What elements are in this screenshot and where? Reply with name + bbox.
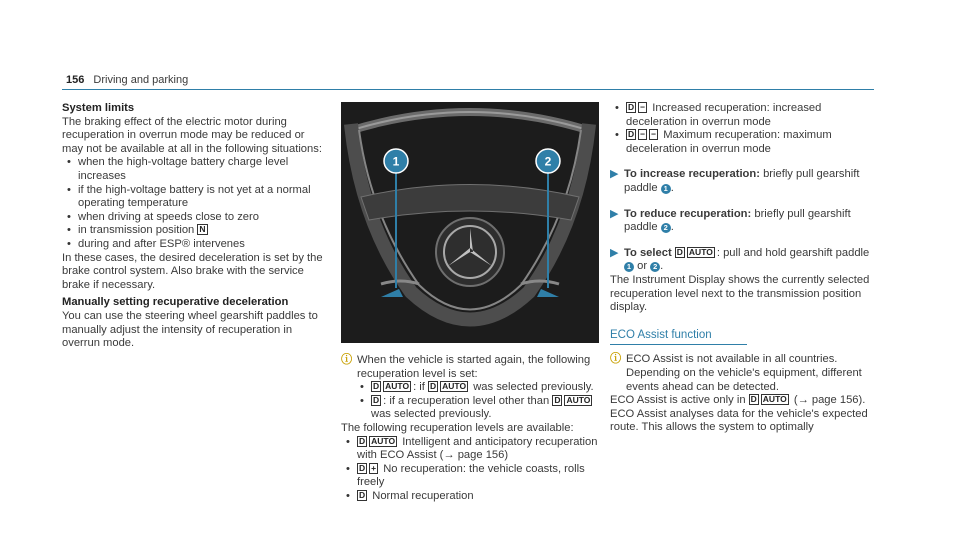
instruction-step: ▶ To reduce recuperation: briefly pull gearshift paddle 2 . — [610, 207, 851, 234]
list-item: • when the high-voltage battery charge level increases — [62, 156, 327, 183]
note-text: ECO Assist is not available in all countries. Depending on the vehicle's equipment, different events ahead can be detected. — [626, 353, 862, 393]
auto-symbol: AUTO — [688, 246, 713, 257]
list-item — [355, 381, 599, 395]
list-item-text: Increased recuperation: increased deceleration in overrun mode — [626, 102, 822, 128]
column-2 — [341, 354, 599, 504]
auto-symbol: AUTO — [762, 394, 787, 405]
d-symbol: D — [676, 246, 683, 257]
step-label: To reduce recuperation: — [624, 207, 752, 220]
paragraph: ECO Assist analyses data for the vehicle's expected route. This allows the system to optimally — [610, 407, 868, 434]
recuperation-levels-list — [341, 436, 599, 504]
d-symbol: D — [373, 381, 380, 392]
callout-2-ref: 2 — [650, 262, 660, 272]
d-symbol: D — [554, 394, 561, 405]
step-text: or — [637, 260, 648, 273]
auto-symbol: AUTO — [566, 394, 591, 405]
minus-symbol: − — [640, 102, 646, 112]
list-item-text: was selected previously. — [473, 381, 594, 394]
auto-symbol: AUTO — [442, 381, 467, 392]
list-item: • during and after ESP® intervenes — [62, 238, 327, 252]
d-symbol: D — [373, 394, 380, 405]
step-arrow-icon: ▶ — [610, 246, 619, 259]
minus-symbol: − — [640, 129, 646, 140]
n-position-symbol: N — [199, 224, 206, 235]
note — [341, 354, 599, 381]
paragraph: The Instrument Display shows the currently selected recuperation level next to the transmission position display. — [610, 273, 870, 314]
list-item-text: Normal recuperation — [372, 489, 474, 502]
column-1 — [62, 102, 327, 351]
paragraph: The following recuperation levels are available: — [341, 421, 574, 434]
list-item — [341, 436, 599, 463]
paragraph: In these cases, the desired deceleration is set by the brake control system. Also brake with the service brake if necessary. — [62, 251, 323, 291]
column-3 — [610, 102, 878, 435]
list-item — [341, 463, 599, 490]
paragraph — [610, 394, 878, 408]
paragraph-text: ECO Assist is active only in — [610, 394, 746, 407]
heading-manual-recuperation: Manually setting recuperative deceleration — [62, 296, 289, 309]
instruction-step: ▶ To increase recuperation: briefly pull gearshift paddle 1 . — [610, 168, 860, 194]
list-item-text: was selected previously. — [371, 408, 492, 421]
list-item-text: : if — [413, 381, 425, 394]
note-text: When the vehicle is started again, the following recuperation level is set: — [357, 354, 591, 380]
d-symbol: D — [359, 489, 366, 500]
step-arrow-icon: ▶ — [610, 168, 619, 181]
list-item — [355, 395, 599, 422]
list-item-text: Maximum recuperation: maximum deceleration in overrun mode — [626, 129, 832, 155]
info-icon: ⓘ — [610, 353, 622, 366]
recuperation-levels-list-cont — [610, 102, 878, 156]
page-reference: (→ page 156). — [793, 394, 866, 407]
callout-1-ref: 1 — [624, 262, 634, 272]
list-item — [610, 102, 878, 129]
d-symbol: D — [628, 129, 635, 140]
paragraph: You can use the steering wheel gearshift paddles to manually adjust the intensity of recuperation in overrun mode. — [62, 309, 318, 350]
d-symbol: D — [628, 102, 635, 112]
list-item-text: Intelligent and anticipatory recuperation with ECO Assist (→ page 156) — [357, 435, 598, 462]
callout-1-ref: 1 — [661, 184, 671, 194]
steering-wheel-illustration — [341, 102, 599, 343]
plus-symbol: + — [371, 462, 377, 473]
section-title-eco-assist: ECO Assist function — [610, 328, 712, 341]
list-item: • when driving at speeds close to zero — [62, 211, 327, 225]
step-text: : pull and hold gearshift paddle — [716, 246, 870, 259]
list-item-text: : if a recuperation level other than — [383, 394, 550, 407]
d-symbol: D — [359, 462, 366, 473]
header-rule — [62, 89, 874, 90]
heading-system-limits: System limits — [62, 102, 135, 114]
step-arrow-icon: ▶ — [610, 207, 619, 220]
steering-wheel-graphic — [341, 102, 599, 343]
instruction-step: ▶ To select D AUTO : pull and hold gearshift paddle 1 or 2 . — [610, 246, 870, 273]
callout-1: 1 — [392, 154, 400, 169]
list-item — [610, 129, 878, 156]
list-item: • if the high-voltage battery is not yet at a normal operating temperature — [62, 184, 327, 211]
list-item — [341, 490, 599, 504]
section-title: Driving and parking — [93, 74, 189, 86]
minus-symbol: − — [651, 129, 657, 140]
auto-symbol: AUTO — [385, 381, 410, 392]
page-number: 156 — [66, 74, 85, 86]
d-symbol: D — [750, 394, 757, 405]
page-header — [66, 74, 188, 88]
limits-list — [62, 156, 327, 251]
callout-2-ref: 2 — [661, 223, 671, 233]
paragraph: The braking effect of the electric motor during recuperation in overrun mode may be reduced or may not be available at all in the following situations: — [62, 115, 322, 155]
start-levels-list — [341, 381, 599, 422]
callout-2: 2 — [544, 154, 552, 169]
d-symbol: D — [359, 435, 366, 446]
step-label: To select — [624, 246, 672, 259]
auto-symbol: AUTO — [371, 435, 396, 446]
step-label: To increase recuperation: — [624, 168, 760, 181]
step-text: briefly pull gearshift paddle — [624, 207, 851, 234]
section-heading — [610, 329, 878, 346]
note — [610, 353, 878, 394]
step-text: briefly pull gearshift paddle — [624, 168, 860, 194]
info-icon: ⓘ — [341, 354, 353, 366]
d-symbol: D — [430, 381, 437, 392]
list-item-text: in transmission position — [78, 224, 195, 237]
list-item — [62, 224, 327, 238]
list-item-text: No recuperation: the vehicle coasts, rolls freely — [357, 462, 585, 489]
